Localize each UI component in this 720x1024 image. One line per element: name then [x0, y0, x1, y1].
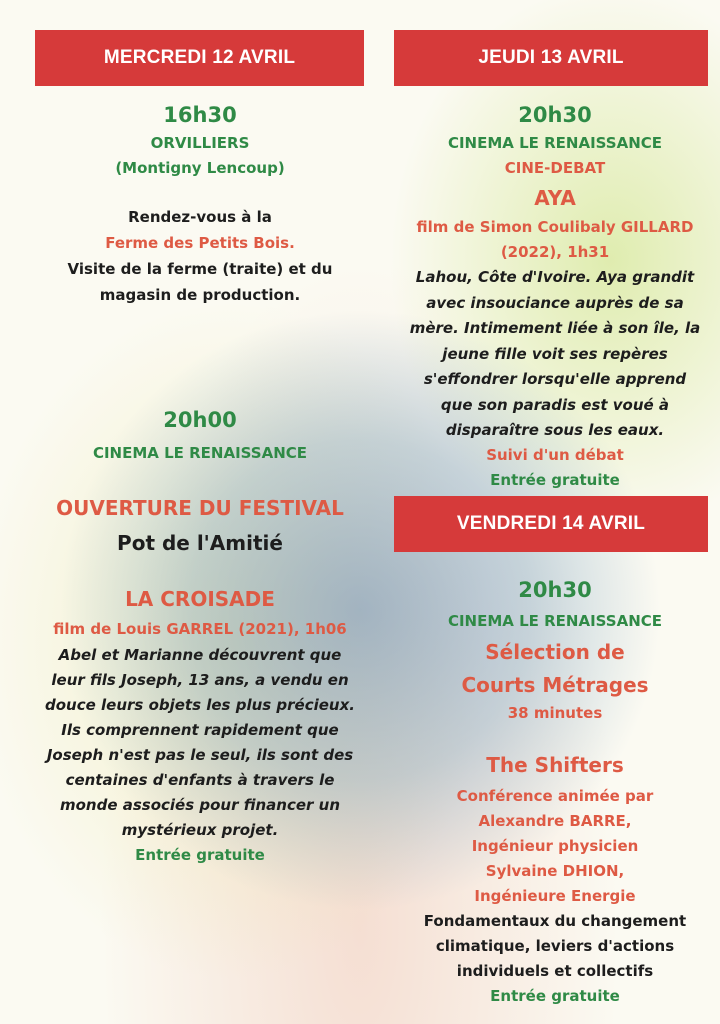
synopsis-line: Ils comprennent rapidement que [61, 721, 339, 739]
event-time: 20h00 [163, 408, 237, 432]
event-description: Rendez-vous à la [128, 208, 272, 226]
event-time: 20h30 [518, 578, 592, 602]
speaker-line: Alexandre BARRE, [478, 812, 632, 830]
event-venue: Ferme des Petits Bois. [105, 234, 295, 252]
film-title: LA CROISADE [125, 587, 275, 611]
debate-note: Suivi d'un débat [486, 446, 624, 464]
festival-subheading: Pot de l'Amitié [117, 531, 283, 555]
speaker-line: Ingénieure Energie [474, 887, 636, 905]
film-credit: film de Louis GARREL (2021), 1h06 [53, 620, 347, 638]
synopsis-line: leur fils Joseph, 13 ans, a vendu en [51, 671, 349, 689]
synopsis-line: jeune fille voit ses repères [442, 345, 668, 363]
event-place: CINEMA LE RENAISSANCE [92, 444, 308, 462]
event-type: CINE-DEBAT [504, 159, 606, 177]
wednesday-banner: MERCREDI 12 AVRIL [35, 30, 364, 86]
synopsis-line: mère. Intimement liée à son île, la [409, 319, 701, 337]
selection-title: Sélection de [485, 640, 625, 664]
topic-line: Fondamentaux du changement [423, 912, 687, 930]
selection-title: Courts Métrages [461, 673, 649, 697]
topic-line: climatique, leviers d'actions [435, 937, 675, 955]
synopsis-line: mystérieux projet. [121, 821, 279, 839]
selection-duration: 38 minutes [507, 704, 603, 722]
film-credit: (2022), 1h31 [500, 243, 610, 261]
synopsis-line: monde associés pour financer un [59, 796, 341, 814]
event-place: ORVILLIERS [150, 134, 250, 152]
film-title: AYA [534, 186, 576, 210]
synopsis-line: Lahou, Côte d'Ivoire. Aya grandit [415, 268, 695, 286]
synopsis-line: que son paradis est voué à [440, 396, 670, 414]
event-place: CINEMA LE RENAISSANCE [447, 612, 663, 630]
friday-banner: VENDREDI 14 AVRIL [394, 496, 708, 552]
synopsis-line: s'effondrer lorsqu'elle apprend [423, 370, 687, 388]
synopsis-line: douce leurs objets les plus précieux. [45, 696, 355, 714]
synopsis-line: avec insouciance auprès de sa [426, 294, 684, 312]
synopsis-line: disparaître sous les eaux. [445, 421, 665, 439]
synopsis-line: Abel et Marianne découvrent que [58, 646, 342, 664]
event-place-sub: (Montigny Lencoup) [115, 159, 285, 177]
event-time: 16h30 [163, 103, 237, 127]
friday-column [392, 0, 718, 1024]
event-description: Visite de la ferme (traite) et du [67, 260, 333, 278]
festival-opening-heading: OUVERTURE DU FESTIVAL [56, 496, 344, 520]
topic-line: individuels et collectifs [456, 962, 654, 980]
talk-title: The Shifters [486, 753, 624, 777]
speaker-line: Sylvaine DHION, [485, 862, 625, 880]
film-credit: film de Simon Coulibaly GILLARD [416, 218, 694, 236]
event-description: magasin de production. [99, 286, 301, 304]
speaker-line: Ingénieur physicien [471, 837, 639, 855]
event-place: CINEMA LE RENAISSANCE [447, 134, 663, 152]
speaker-line: Conférence animée par [456, 787, 654, 805]
wednesday-column [30, 0, 370, 1024]
thursday-banner: JEUDI 13 AVRIL [394, 30, 708, 86]
synopsis-line: Joseph n'est pas le seul, ils sont des [46, 746, 354, 764]
event-time: 20h30 [518, 103, 592, 127]
entry-free: Entrée gratuite [490, 987, 620, 1005]
entry-free: Entrée gratuite [135, 846, 265, 864]
synopsis-line: centaines d'enfants à travers le [65, 771, 335, 789]
entry-free: Entrée gratuite [490, 471, 620, 489]
